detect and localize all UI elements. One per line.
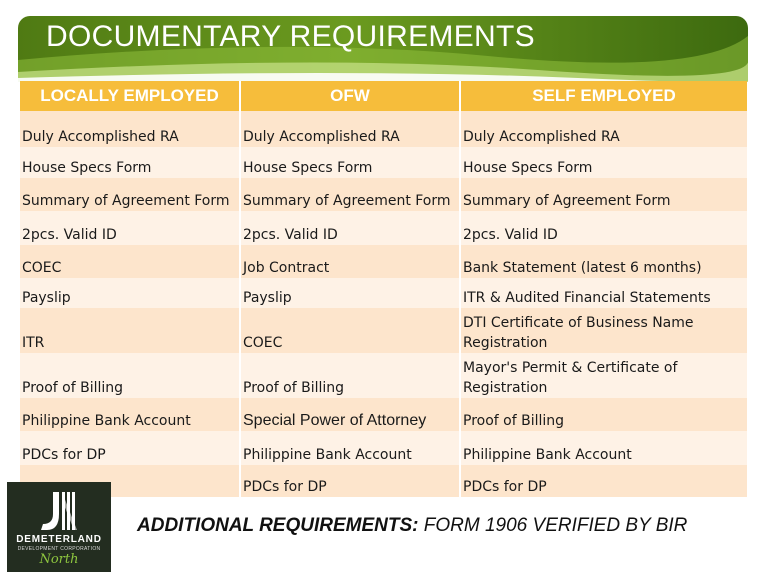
table-row	[20, 178, 747, 211]
table-cell: DTI Certificate of Business Name Registration	[460, 308, 747, 353]
table-cell: Proof of Billing	[460, 398, 747, 431]
table-cell: Mayor's Permit & Certificate of Registration	[460, 353, 747, 398]
table-row	[20, 245, 747, 278]
table-cell: PDCs for DP	[460, 465, 747, 497]
table-cell: Summary of Agreement Form	[20, 178, 240, 211]
table-cell: 2pcs. Valid ID	[240, 211, 460, 245]
table-row	[20, 353, 747, 398]
table-row	[20, 278, 747, 308]
table-cell: Philippine Bank Account	[460, 431, 747, 465]
table-cell: Philippine Bank Account	[240, 431, 460, 465]
table-cell: House Specs Form	[240, 147, 460, 178]
table-cell: COEC	[240, 308, 460, 353]
table-cell: Duly Accomplished RA	[240, 111, 460, 147]
table-cell: 2pcs. Valid ID	[460, 211, 747, 245]
table-row	[20, 308, 747, 353]
page-title: DOCUMENTARY REQUIREMENTS	[46, 20, 535, 53]
table-header-row	[20, 81, 747, 111]
table-cell: Philippine Bank Account	[20, 398, 240, 431]
logo-mark-icon	[37, 490, 81, 532]
logo-script: North	[39, 552, 79, 567]
table-cell: Duly Accomplished RA	[460, 111, 747, 147]
table-cell: House Specs Form	[20, 147, 240, 178]
table-cell: Job Contract	[240, 245, 460, 278]
table-cell: PDCs for DP	[20, 431, 240, 465]
table-cell: Bank Statement (latest 6 months)	[460, 245, 747, 278]
column-header-ofw: OFW	[240, 81, 460, 111]
table-cell: Payslip	[20, 278, 240, 308]
demeterland-logo	[7, 482, 111, 572]
table-cell: Payslip	[240, 278, 460, 308]
title-banner	[18, 16, 748, 82]
table-cell: Special Power of Attorney	[240, 398, 460, 431]
table-row	[20, 431, 747, 465]
table-cell: PDCs for DP	[240, 465, 460, 497]
table-cell: 2pcs. Valid ID	[20, 211, 240, 245]
table-cell: Proof of Billing	[240, 353, 460, 398]
table-cell: COEC	[20, 245, 240, 278]
table-row	[20, 211, 747, 245]
additional-requirements-text: FORM 1906 VERIFIED BY BIR	[418, 515, 688, 536]
logo-subtitle: DEVELOPMENT CORPORATION	[17, 546, 101, 552]
requirements-table	[20, 81, 747, 497]
additional-requirements	[137, 515, 687, 537]
table-row	[20, 147, 747, 178]
table-cell: Proof of Billing	[20, 353, 240, 398]
table-cell: Summary of Agreement Form	[460, 178, 747, 211]
table-cell: Duly Accomplished RA	[20, 111, 240, 147]
table-row	[20, 111, 747, 147]
column-header-self-employed: SELF EMPLOYED	[460, 81, 747, 111]
column-header-locally-employed: LOCALLY EMPLOYED	[20, 81, 240, 111]
table-row	[20, 465, 747, 497]
additional-requirements-label: ADDITIONAL REQUIREMENTS:	[137, 515, 419, 536]
table-cell: House Specs Form	[460, 147, 747, 178]
table-row	[20, 398, 747, 431]
logo-name: DEMETERLAND	[16, 534, 102, 545]
table-cell: ITR	[20, 308, 240, 353]
table-cell: ITR & Audited Financial Statements	[460, 278, 747, 308]
table-cell: Summary of Agreement Form	[240, 178, 460, 211]
